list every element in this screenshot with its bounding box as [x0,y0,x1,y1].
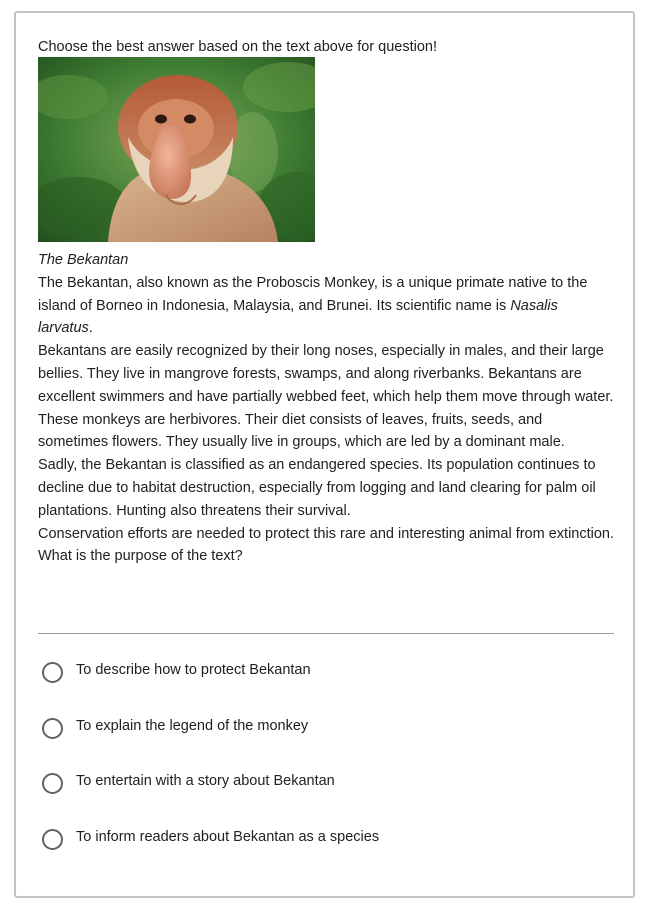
answer-option-label[interactable]: To entertain with a story about Bekantan [76,773,335,789]
reading-passage [38,249,616,568]
passage-paragraph-2: Bekantans are easily recognized by their long noses, especially in males, and their large bellies. They live in mangrove forests, swamps, and along riverbanks. Bekantans are excellent swimmers and have partially webbed feet, which help them move through water. [38,343,614,405]
answer-options [38,653,608,875]
question-instruction: Choose the best answer based on the text above for question! [38,39,438,55]
answer-option-label[interactable]: To inform readers about Bekantan as a species [76,828,380,845]
passage-paragraph-3: These monkeys are herbivores. Their diet consists of leaves, fruits, seeds, and sometimes flowers. They usually live in groups, which are led by a dominant male. [38,411,565,451]
radio-unchecked-icon[interactable] [42,662,63,683]
answer-option-3[interactable] [38,764,608,820]
passage-paragraph-1 [38,272,616,340]
passage-title: The Bekantan [38,252,129,268]
radio-unchecked-icon[interactable] [42,829,63,850]
bekantan-photo [38,57,315,242]
radio-unchecked-icon[interactable] [42,718,63,739]
passage-paragraph-4: Sadly, the Bekantan is classified as an endangered species. Its population continues to decline due to habitat destruction, especially from logging and land clearing for palm oil plantations. Hunting also threatens their survival. [38,457,596,519]
answer-option-2[interactable] [38,709,608,765]
answer-option-label[interactable]: To describe how to protect Bekantan [76,662,311,678]
question-card [14,11,635,898]
passage-p1-end: . [88,320,93,337]
question-prompt: What is the purpose of the text? [38,548,243,565]
passage-p1-text: The Bekantan, also known as the Proboscis Monkey, is a unique primate native to the island of Borneo in Indonesia, Malaysia, and Brunei. Its scientific name is [38,274,588,314]
answer-option-4[interactable] [38,820,608,876]
passage-paragraph-5: Conservation efforts are needed to protect this rare and interesting animal from extinction. [38,525,615,542]
divider [38,633,614,634]
monkey-illustration [38,57,315,242]
scientific-name: Nasalis larvatus [38,297,558,337]
answer-option-label[interactable]: To explain the legend of the monkey [76,717,309,734]
radio-unchecked-icon[interactable] [42,773,63,794]
answer-option-1[interactable] [38,653,608,709]
